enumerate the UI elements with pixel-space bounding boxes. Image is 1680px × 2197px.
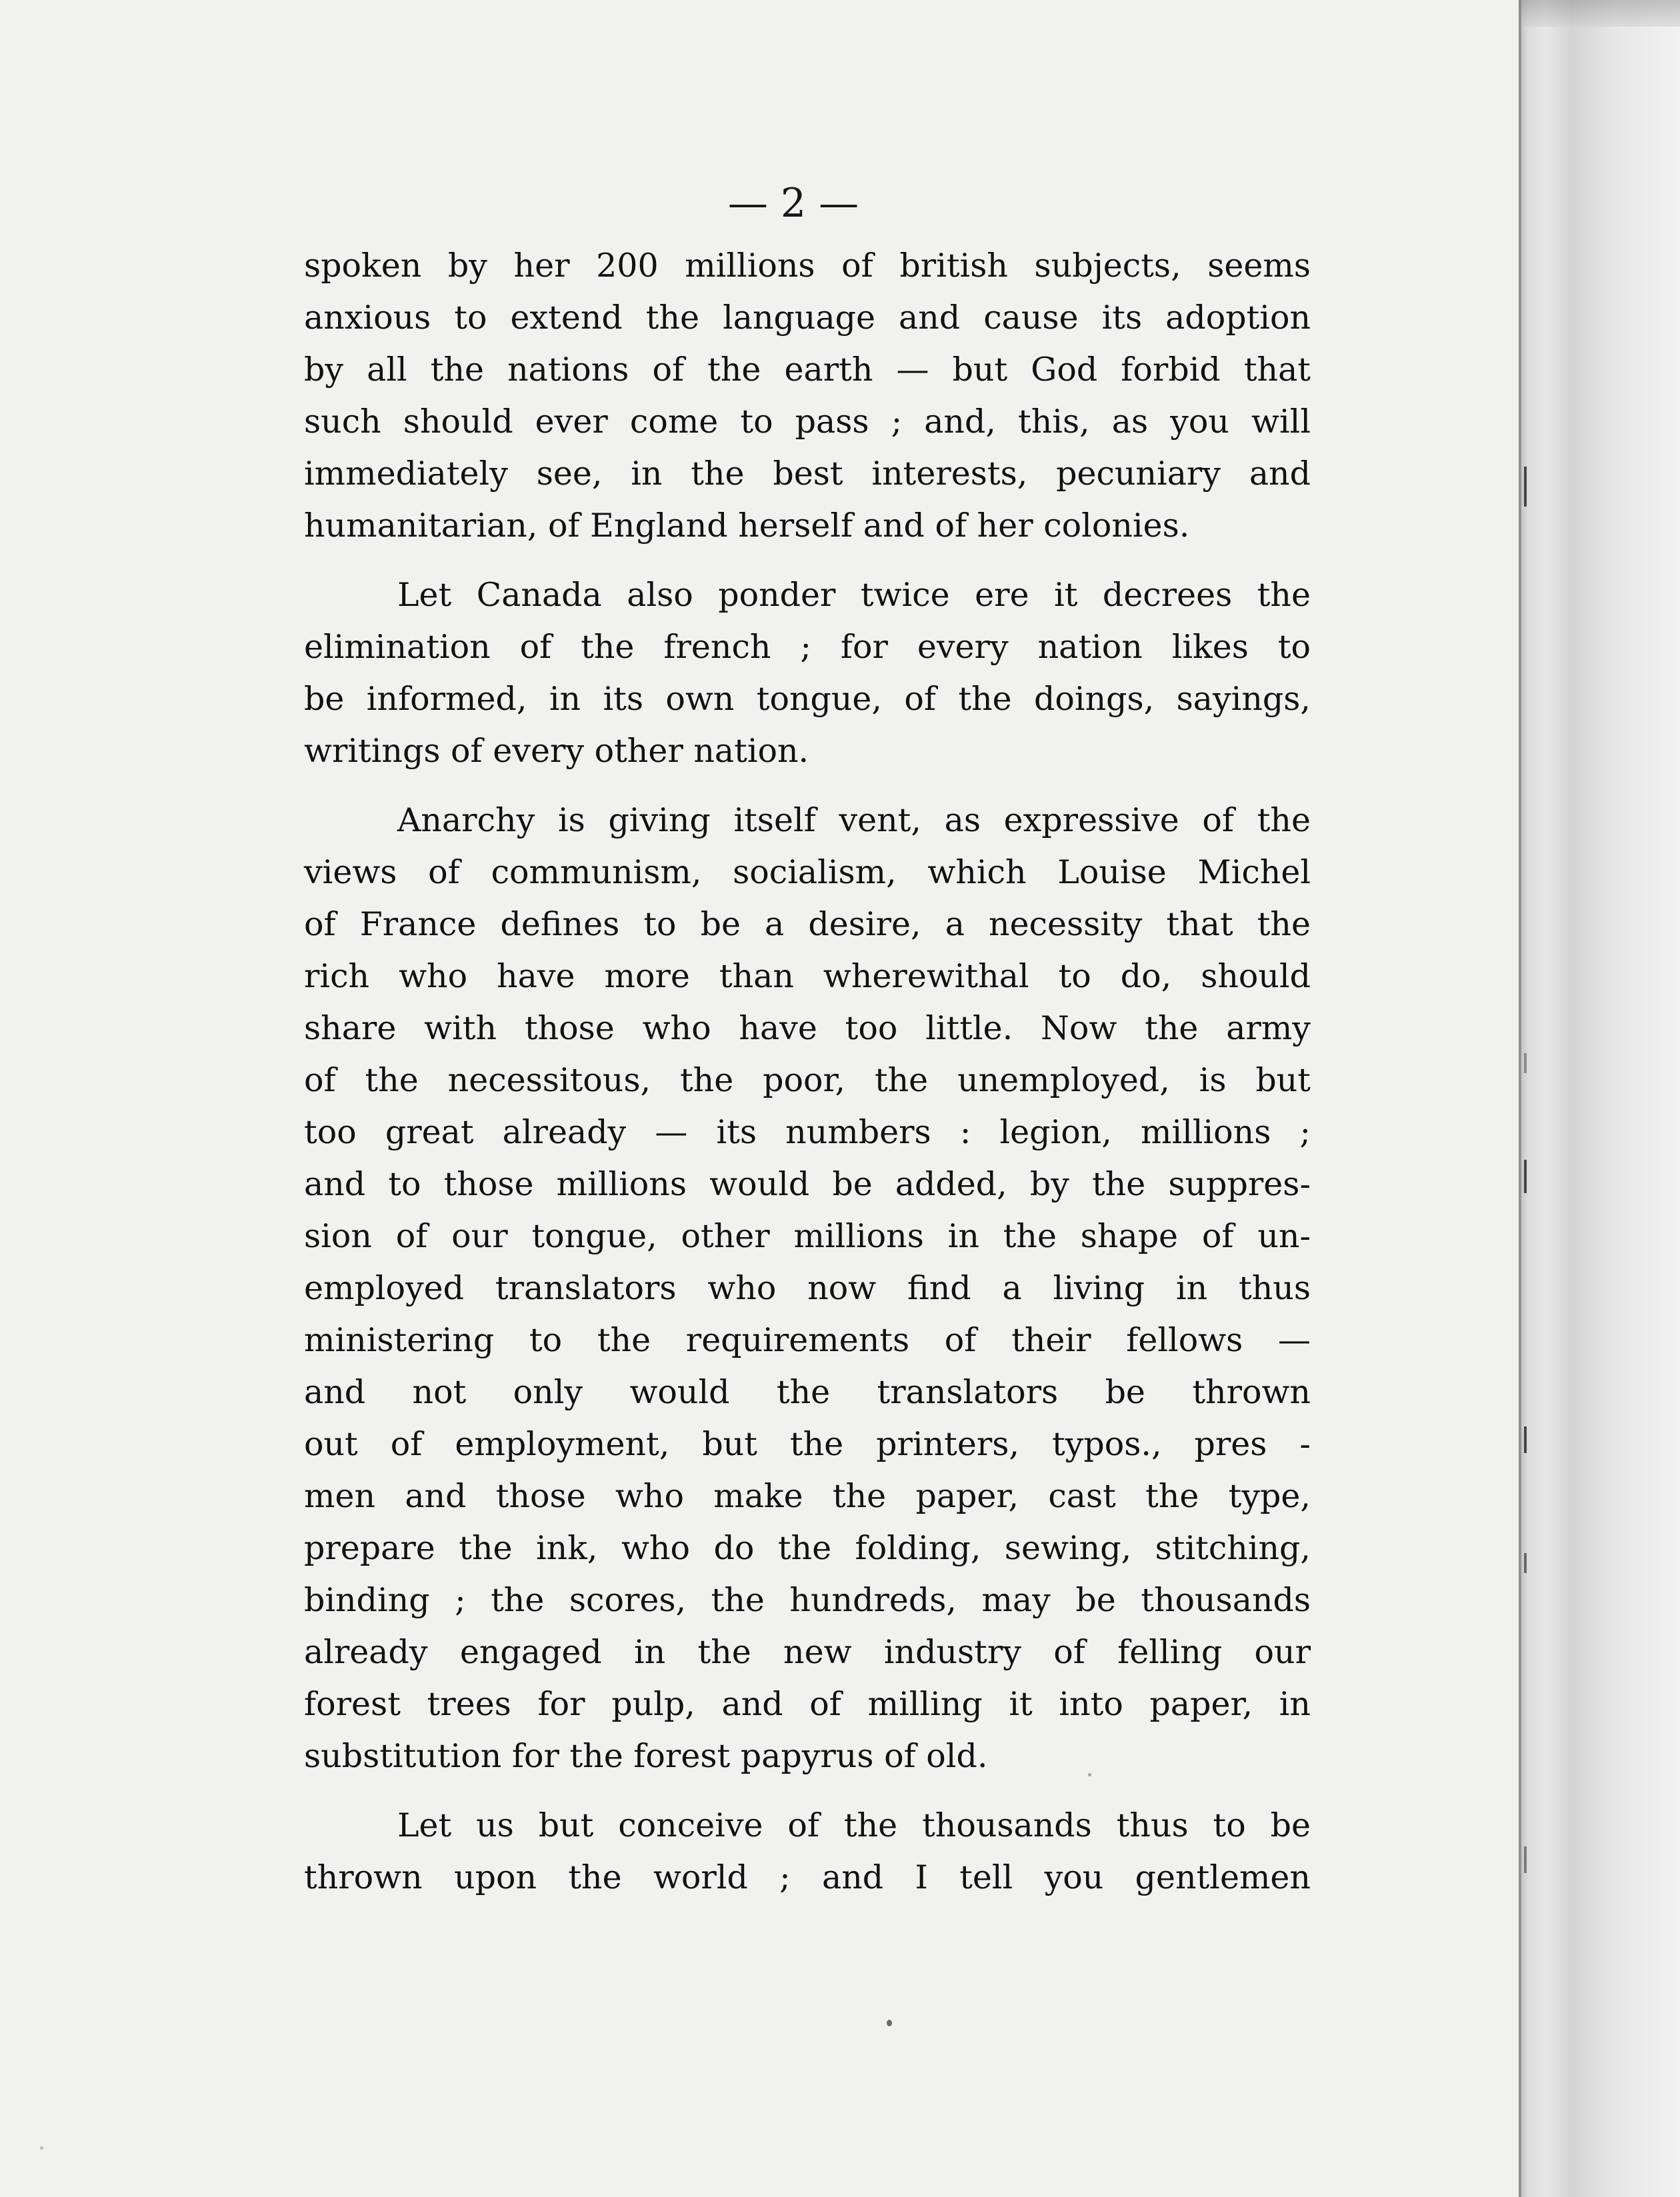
text-line: writings of every other nation. <box>304 732 809 770</box>
scan-speck <box>40 2146 43 2150</box>
edge-mark <box>1524 467 1527 507</box>
text-line: humanitarian, of England herself and of her colonies. <box>304 507 1190 545</box>
text-line: such should ever come to pass ; and, this, as you will <box>304 403 1311 441</box>
paragraph <box>304 240 1311 552</box>
text-line: ministering to the requirements of their fellows — <box>304 1321 1311 1359</box>
text-line: Let Canada also ponder twice ere it decrees the <box>397 576 1311 614</box>
edge-mark <box>1524 1846 1527 1873</box>
body-text <box>304 240 1311 1904</box>
text-line: anxious to extend the language and cause its adoption <box>304 299 1311 337</box>
text-line: spoken by her 200 millions of british subjects, seems <box>304 247 1311 285</box>
page-number: — 2 — <box>727 180 859 227</box>
paragraph <box>304 1800 1311 1904</box>
text-line: and to those millions would be added, by the suppres- <box>304 1165 1311 1203</box>
text-line: share with those who have too little. Now the army <box>304 1009 1311 1047</box>
text-line: employed translators who now find a living in thus <box>304 1269 1311 1307</box>
text-line: thrown upon the world ; and I tell you gentlemen <box>304 1858 1311 1896</box>
text-line: views of communism, socialism, which Louise Michel <box>304 853 1311 891</box>
text-line: men and those who make the paper, cast the type, <box>304 1477 1311 1515</box>
text-line: out of employment, but the printers, typos., pres - <box>304 1425 1311 1463</box>
text-line: prepare the ink, who do the folding, sewing, stitching, <box>304 1529 1311 1567</box>
page-edge-shadow <box>1519 0 1680 27</box>
text-line: Anarchy is giving itself vent, as expressive of the <box>397 801 1311 839</box>
text-line: immediately see, in the best interests, pecuniary and <box>304 455 1311 493</box>
page-edge-line <box>1519 0 1521 2197</box>
text-line: too great already — its numbers : legion, millions ; <box>304 1113 1311 1151</box>
page-binding-edge <box>1519 0 1680 2197</box>
text-line: forest trees for pulp, and of milling it into paper, in <box>304 1685 1311 1723</box>
paragraph <box>304 569 1311 777</box>
text-line: sion of our tongue, other millions in the shape of un- <box>304 1217 1311 1255</box>
text-line: rich who have more than wherewithal to do, should <box>304 957 1311 995</box>
text-line: binding ; the scores, the hundreds, may be thousands <box>304 1581 1311 1619</box>
text-line: of France defines to be a desire, a necessity that the <box>304 905 1311 943</box>
text-line: elimination of the french ; for every nation likes to <box>304 628 1311 666</box>
text-line: be informed, in its own tongue, of the doings, sayings, <box>304 680 1311 718</box>
text-line: substitution for the forest papyrus of old. <box>304 1737 988 1775</box>
edge-mark <box>1524 1160 1527 1193</box>
text-line: already engaged in the new industry of felling our <box>304 1633 1311 1671</box>
text-line: of the necessitous, the poor, the unemployed, is but <box>304 1061 1311 1099</box>
text-line: by all the nations of the earth — but God forbid that <box>304 351 1311 389</box>
paragraph <box>304 795 1311 1782</box>
edge-mark <box>1524 1553 1527 1573</box>
scan-speck <box>887 2020 892 2026</box>
edge-mark <box>1524 1426 1527 1453</box>
text-line: and not only would the translators be thrown <box>304 1373 1311 1411</box>
edge-mark <box>1524 1053 1527 1073</box>
text-line: Let us but conceive of the thousands thus to be <box>397 1806 1311 1844</box>
